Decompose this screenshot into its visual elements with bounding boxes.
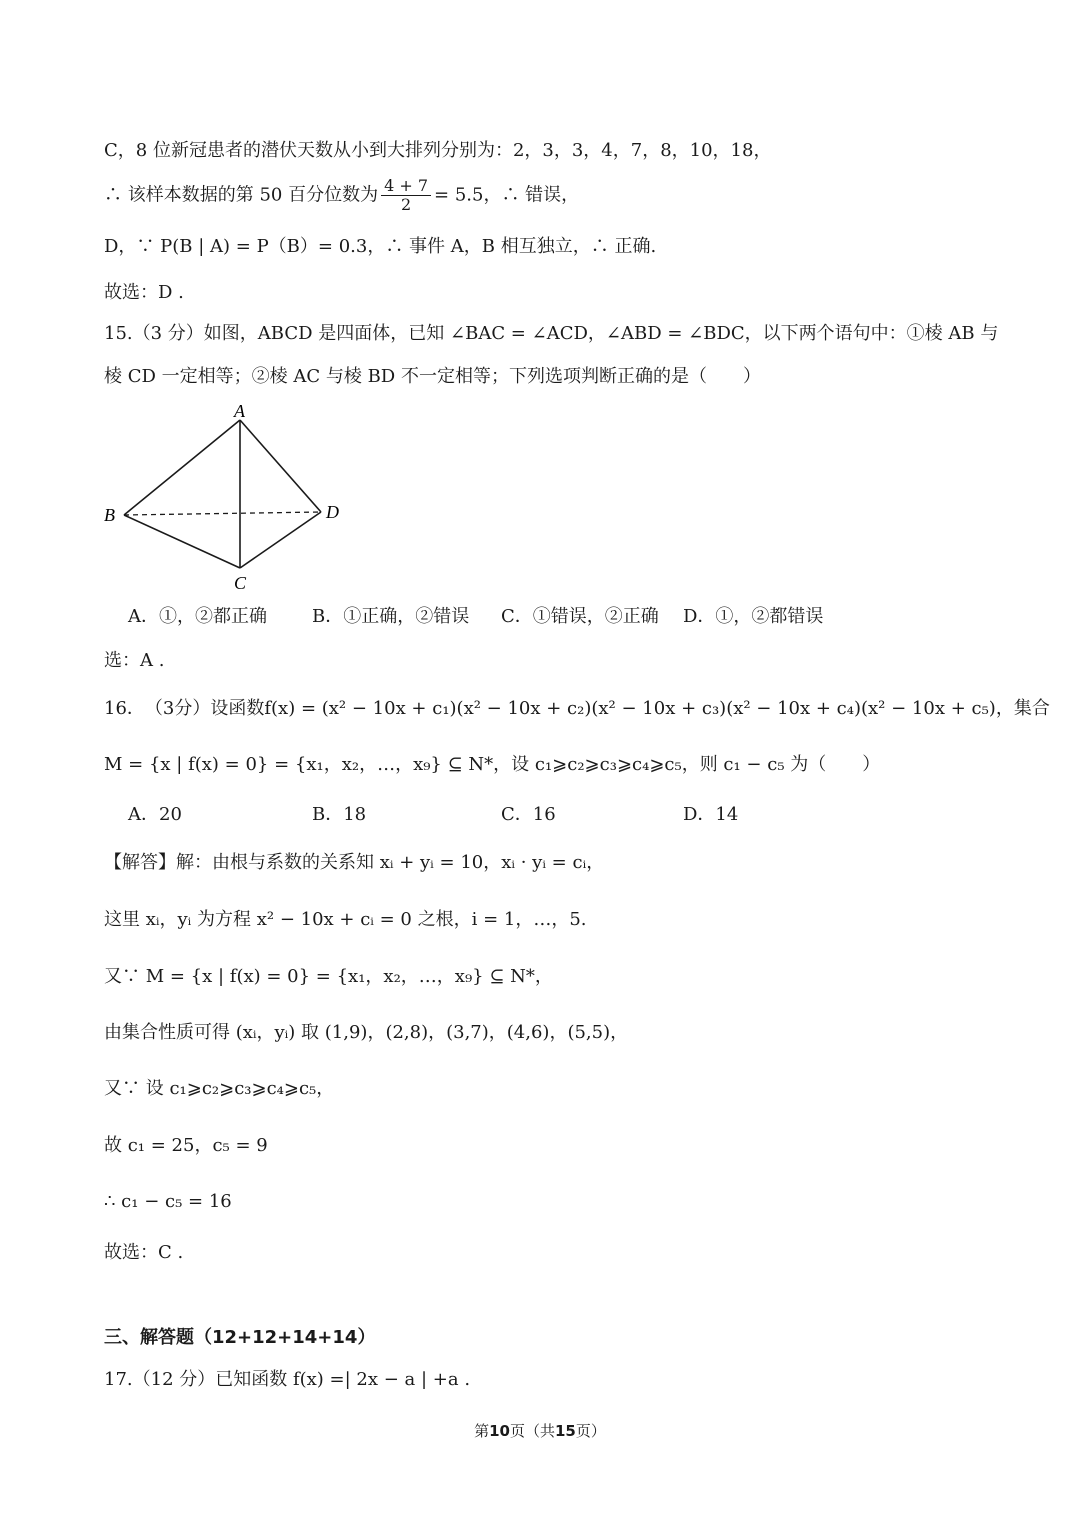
- q16-token: 函: [228, 698, 247, 719]
- q16-option-d: D．14: [683, 804, 739, 825]
- question-16-line-1: [104, 698, 1050, 719]
- vertex-label-b: B: [104, 505, 115, 525]
- section-3-heading: 三、解答题（12+12+14+14）: [104, 1327, 376, 1348]
- edge-bc: [124, 515, 240, 568]
- percentile-text: ∴ 该样本数据的第 50 百分位数为: [104, 184, 379, 206]
- fraction: [381, 178, 431, 213]
- q16-token: 设: [210, 698, 229, 719]
- solution-16-line-5: 又∵ 设 c₁⩾c₂⩾c₃⩾c₄⩾c₅，: [104, 1078, 335, 1099]
- q16-option-a: A．20: [128, 804, 182, 825]
- q16-option-c: C．16: [501, 804, 556, 825]
- q16-token: 16．: [104, 698, 145, 719]
- fraction-denominator: 2: [400, 195, 412, 214]
- q16-token: ）: [192, 698, 211, 719]
- solution-line-c: C，8 位新冠患者的潜伏天数从小到大排列分别为：2，3，3，4，7，8，10，18，: [104, 140, 772, 161]
- solution-16-line-4: 由集合性质可得 (xᵢ，yᵢ) 取 (1,9)，(2,8)，(3,7)，(4,6)，(5,5)，: [104, 1022, 629, 1043]
- question-17: 17.（12 分）已知函数 f(x) =| 2x − a | +a .: [104, 1369, 471, 1390]
- q16-function-formula: f(x) = (x² − 10x + c₁)(x² − 10x + c₂)(x² − 10x + c₃)(x² − 10x + c₄)(x² − 10x + c₅): [264, 698, 996, 719]
- answer-line-14: 故选：D .: [104, 282, 184, 303]
- vertex-label-d: D: [326, 502, 339, 522]
- fraction-numerator: 4 + 7: [381, 178, 431, 196]
- solution-16-line-1: 【解答】解：由根与系数的关系知 xᵢ + yᵢ = 10，xᵢ · yᵢ = cᵢ，: [104, 852, 605, 873]
- q15-option-c: C．①错误，②正确: [501, 606, 659, 627]
- percentile-result: = 5.5，∴ 错误，: [434, 184, 580, 206]
- edge-bd-hidden: [124, 512, 321, 515]
- footer-total-pages: 15: [555, 1422, 576, 1440]
- q16-token: 数: [246, 698, 265, 719]
- question-15-line-2: 棱 CD 一定相等；②棱 AC 与棱 BD 不一定相等；下列选项判断正确的是（ ）: [104, 366, 761, 387]
- answer-line-16: 故选：C .: [104, 1242, 184, 1263]
- solution-16-line-6: 故 c₁ = 25，c₅ = 9: [104, 1135, 268, 1156]
- question-15-line-1: 15.（3 分）如图，ABCD 是四面体，已知 ∠BAC = ∠ACD，∠ABD = ∠BDC，以下两个语句中：①棱 AB 与: [104, 323, 999, 344]
- q15-option-d: D．①，②都错误: [683, 606, 824, 627]
- solution-16-line-2: 这里 xᵢ，yᵢ 为方程 x² − 10x + cᵢ = 0 之根，i = 1，…，5.: [104, 909, 587, 930]
- solution-16-line-7: ∴ c₁ − c₅ = 16: [104, 1191, 232, 1212]
- q16-option-b: B．18: [312, 804, 367, 825]
- q16-token: 集: [1013, 698, 1032, 719]
- edge-cd: [240, 512, 321, 568]
- tetrahedron-figure: [100, 398, 350, 593]
- vertex-label-a: A: [234, 401, 245, 421]
- footer-page-number: 10: [489, 1422, 510, 1440]
- solution-line-percentile: [104, 178, 579, 213]
- footer-prefix: 第: [474, 1422, 490, 1440]
- footer-suffix: 页）: [575, 1422, 606, 1440]
- q16-token: 分: [174, 698, 193, 719]
- edge-ab: [124, 420, 240, 515]
- solution-line-d: D，∵ P(B | A) = P（B）= 0.3，∴ 事件 A，B 相互独立，∴ 正确.: [104, 236, 657, 257]
- edge-ad: [240, 420, 321, 512]
- question-16-line-2: M = {x | f(x) = 0} = {x₁，x₂，…，x₉} ⊆ N*，设 c₁⩾c₂⩾c₃⩾c₄⩾c₅，则 c₁ − c₅ 为（ ）: [104, 754, 881, 775]
- q15-option-b: B．①正确，②错误: [312, 606, 470, 627]
- vertex-label-c: C: [234, 573, 247, 593]
- q16-token: 合: [1031, 698, 1050, 719]
- solution-16-line-3: 又∵ M = {x | f(x) = 0} = {x₁，x₂，…，x₉} ⊆ N*，: [104, 966, 553, 987]
- q15-option-a: A．①，②都正确: [128, 606, 267, 627]
- footer-middle: 页（共: [509, 1422, 555, 1440]
- page-footer: [0, 1420, 1080, 1441]
- answer-line-15: 选：A .: [104, 650, 165, 671]
- q16-token: 3: [162, 698, 175, 719]
- q16-token: （: [144, 698, 163, 719]
- q16-token: ，: [995, 698, 1014, 719]
